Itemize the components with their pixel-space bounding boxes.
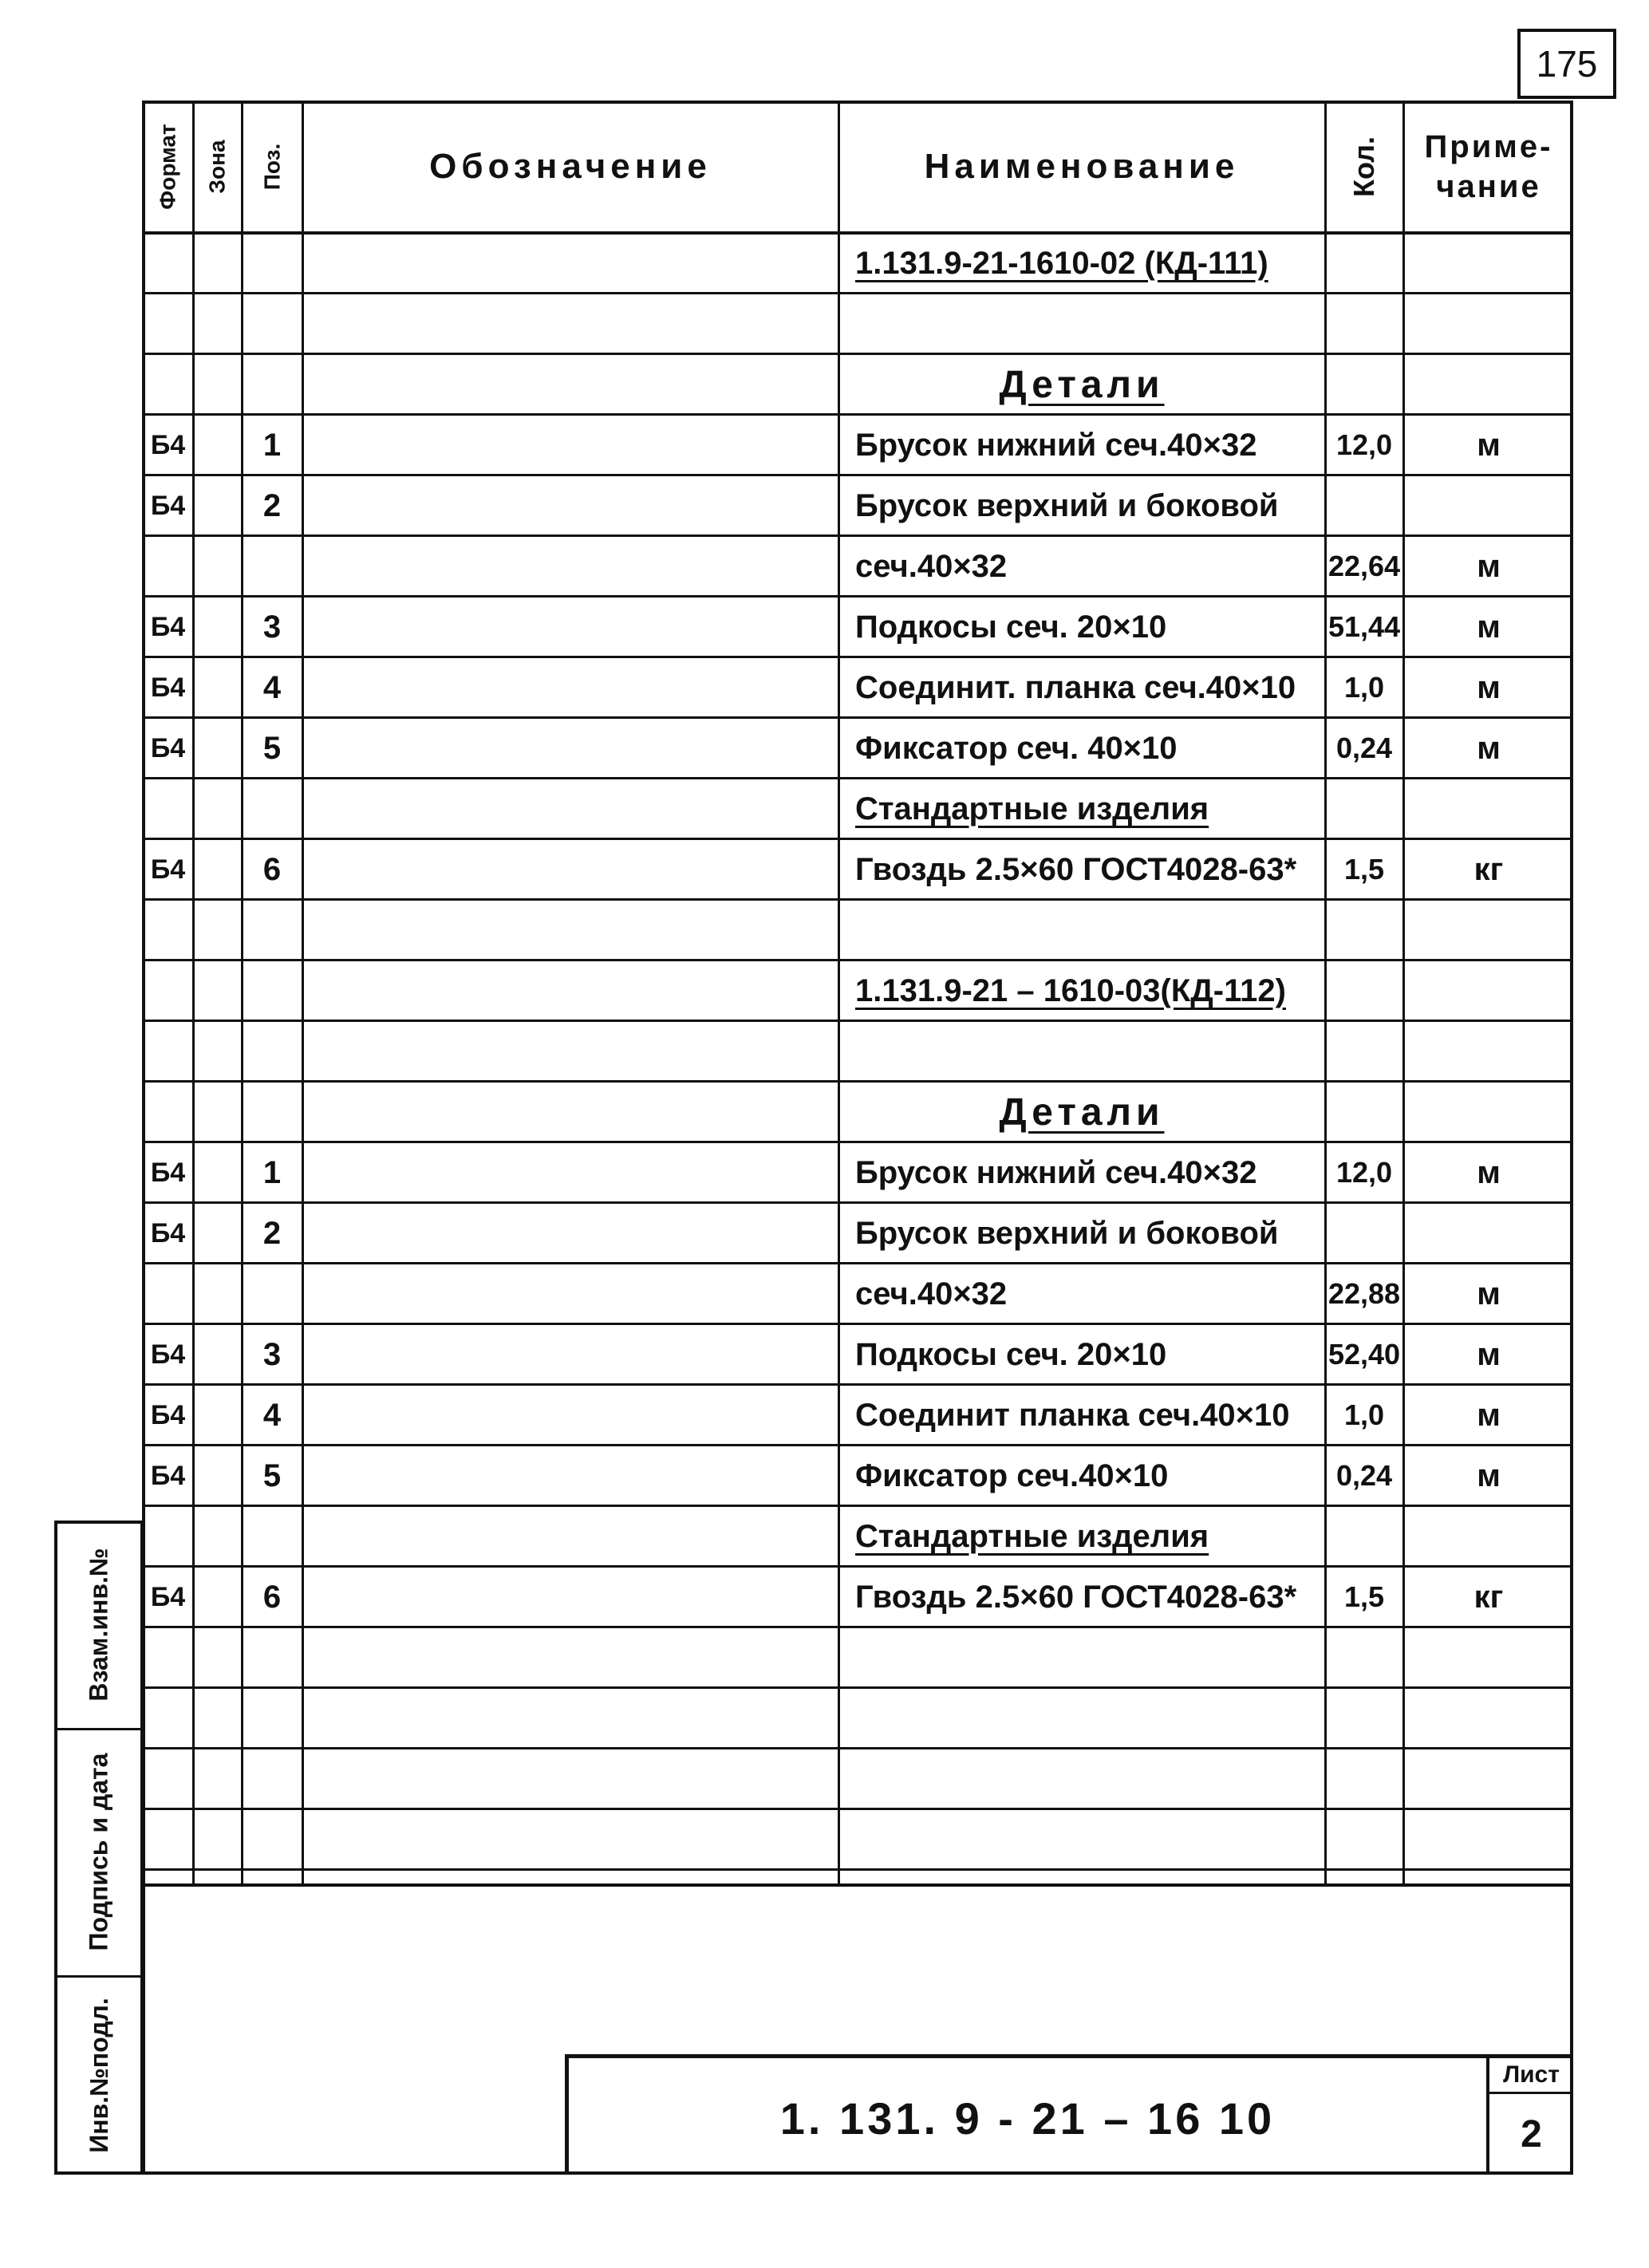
row-format-cell: Б4 xyxy=(150,1460,186,1491)
row-note-cell xyxy=(1404,1812,1573,1868)
row-qty-cell xyxy=(1326,1630,1402,1686)
row-line xyxy=(142,1505,1573,1507)
row-format-cell: Б4 xyxy=(150,1581,186,1612)
row-format-cell: Б4 xyxy=(150,490,186,521)
row-line xyxy=(142,1747,1573,1749)
row-name-cell xyxy=(839,902,1324,958)
row-name-cell: сеч.40×32 xyxy=(855,548,1008,584)
row-line xyxy=(142,777,1573,779)
row-line xyxy=(142,1323,1573,1325)
row-name-cell: 1.131.9-21 – 1610-03(КД-112) xyxy=(855,972,1286,1008)
row-qty-cell: 22,64 xyxy=(1327,550,1401,582)
side-label-inv-orig: Инв.№подл. xyxy=(84,1997,113,2153)
row-line xyxy=(142,1808,1573,1810)
row-note-cell xyxy=(1404,357,1573,412)
row-qty-cell xyxy=(1326,235,1402,291)
row-note-cell xyxy=(1404,902,1573,958)
row-pos-cell xyxy=(243,538,302,594)
row-name-cell xyxy=(839,1690,1324,1746)
row-line xyxy=(142,959,1573,961)
row-line xyxy=(142,1444,1573,1446)
row-format-cell xyxy=(144,235,192,291)
row-note-cell: м xyxy=(1477,548,1501,584)
row-pos-cell xyxy=(243,235,302,291)
row-pos-cell xyxy=(243,1630,302,1686)
row-line xyxy=(142,595,1573,598)
row-pos-cell xyxy=(243,1812,302,1868)
row-format-cell xyxy=(144,781,192,837)
row-pos-cell: 2 xyxy=(262,487,282,523)
row-line xyxy=(142,656,1573,658)
row-line xyxy=(142,898,1573,901)
row-format-cell: Б4 xyxy=(150,1339,186,1370)
row-name-cell: Соединит. планка сеч.40×10 xyxy=(855,669,1296,705)
row-format-cell xyxy=(144,1509,192,1564)
row-line xyxy=(142,292,1573,294)
row-note-cell: м xyxy=(1477,730,1501,766)
row-format-cell: Б4 xyxy=(150,1217,186,1248)
row-qty-cell xyxy=(1326,781,1402,837)
row-format-cell: Б4 xyxy=(150,429,186,460)
row-format-cell xyxy=(144,1024,192,1079)
row-format-cell xyxy=(144,1630,192,1686)
row-pos-cell xyxy=(243,781,302,837)
row-line xyxy=(142,1080,1573,1083)
sheet-label: Лист xyxy=(1489,2058,1573,2094)
row-name-cell xyxy=(839,1812,1324,1868)
row-pos-cell: 1 xyxy=(262,1154,282,1190)
row-name-cell xyxy=(839,296,1324,352)
header-format: Формат xyxy=(155,124,180,210)
row-note-cell xyxy=(1404,1509,1573,1564)
row-pos-cell xyxy=(243,1751,302,1807)
row-note-cell xyxy=(1404,1024,1573,1079)
row-line xyxy=(142,534,1573,537)
row-qty-cell xyxy=(1326,1690,1402,1746)
row-name-cell: Подкосы сеч. 20×10 xyxy=(855,609,1167,645)
row-name-cell: Фиксатор сеч. 40×10 xyxy=(855,730,1178,766)
row-name-cell: 1.131.9-21-1610-02 (КД-111) xyxy=(855,245,1268,281)
row-pos-cell: 3 xyxy=(262,1336,282,1372)
header-name: Наименование xyxy=(924,147,1240,186)
row-qty-cell xyxy=(1326,963,1402,1019)
row-qty-cell xyxy=(1326,1205,1402,1261)
row-line xyxy=(142,1686,1573,1689)
row-qty-cell: 1,0 xyxy=(1343,671,1385,704)
row-name-cell: сеч.40×32 xyxy=(855,1276,1008,1311)
row-name-cell xyxy=(839,1630,1324,1686)
header-designation: Обозначение xyxy=(429,147,712,186)
row-note-cell xyxy=(1404,478,1573,534)
row-format-cell: Б4 xyxy=(150,1157,186,1188)
row-pos-cell xyxy=(243,357,302,412)
row-format-cell: Б4 xyxy=(150,854,186,885)
row-line xyxy=(142,353,1573,355)
row-note-cell: м xyxy=(1477,669,1501,705)
row-name-cell: Соединит планка сеч.40×10 xyxy=(855,1397,1290,1433)
row-pos-cell xyxy=(243,1024,302,1079)
header-zone: Зона xyxy=(204,140,230,194)
row-name-cell: Фиксатор сеч.40×10 xyxy=(855,1457,1169,1493)
row-format-cell xyxy=(144,1266,192,1322)
col-divider xyxy=(302,101,304,1883)
document-number: 1. 131. 9 - 21 – 16 10 xyxy=(779,2092,1276,2144)
sheet-value: 2 xyxy=(1521,2113,1542,2156)
row-line xyxy=(142,1201,1573,1204)
row-qty-cell: 12,0 xyxy=(1335,428,1393,461)
row-format-cell xyxy=(144,902,192,958)
row-qty-cell: 51,44 xyxy=(1327,610,1401,643)
row-qty-cell: 1,5 xyxy=(1343,1580,1385,1613)
row-note-cell xyxy=(1404,1084,1573,1140)
row-format-cell xyxy=(144,1812,192,1868)
row-qty-cell: 1,5 xyxy=(1343,853,1385,886)
row-note-cell xyxy=(1404,1690,1573,1746)
row-name-cell: Гвоздь 2.5×60 ГОСТ4028-63* xyxy=(855,851,1297,887)
row-pos-cell: 2 xyxy=(262,1215,282,1251)
row-line xyxy=(142,1262,1573,1264)
row-pos-cell: 5 xyxy=(262,1457,282,1493)
row-note-cell: м xyxy=(1477,1154,1501,1190)
row-line xyxy=(142,1020,1573,1022)
row-pos-cell xyxy=(243,1084,302,1140)
row-name-cell xyxy=(839,1024,1324,1079)
row-note-cell xyxy=(1404,1751,1573,1807)
row-pos-cell xyxy=(243,963,302,1019)
row-qty-cell xyxy=(1326,296,1402,352)
row-name-cell: Детали xyxy=(999,1091,1165,1134)
row-qty-cell: 0,24 xyxy=(1335,1459,1393,1492)
row-note-cell xyxy=(1404,296,1573,352)
row-format-cell: Б4 xyxy=(150,1399,186,1430)
row-note-cell: м xyxy=(1477,1336,1501,1372)
row-qty-cell: 22,88 xyxy=(1327,1277,1401,1310)
col-divider xyxy=(192,101,195,1883)
row-note-cell: м xyxy=(1477,1457,1501,1493)
row-line xyxy=(142,474,1573,476)
row-pos-cell xyxy=(243,296,302,352)
side-label-sign-date: Подпись и дата xyxy=(84,1753,113,1950)
row-qty-cell: 12,0 xyxy=(1335,1156,1393,1189)
row-line xyxy=(142,1868,1573,1871)
row-format-cell xyxy=(144,1690,192,1746)
row-format-cell xyxy=(144,1751,192,1807)
row-note-cell: м xyxy=(1477,1397,1501,1433)
row-name-cell: Брусок нижний сеч.40×32 xyxy=(855,427,1257,463)
row-name-cell: Детали xyxy=(999,363,1165,406)
row-note-cell: кг xyxy=(1473,1579,1504,1615)
row-pos-cell xyxy=(243,1509,302,1564)
row-pos-cell: 4 xyxy=(262,669,282,705)
table-bottom-line xyxy=(142,1883,1573,1887)
side-label-replace-inv: Взам.инв.№ xyxy=(84,1547,113,1702)
row-qty-cell xyxy=(1326,1509,1402,1564)
row-qty-cell: 0,24 xyxy=(1335,732,1393,764)
row-qty-cell xyxy=(1326,1084,1402,1140)
row-pos-cell: 6 xyxy=(262,1579,282,1615)
row-format-cell xyxy=(144,296,192,352)
sheet-number: 175 xyxy=(1517,29,1616,99)
header-pos: Поз. xyxy=(259,143,284,191)
row-line xyxy=(142,1565,1573,1568)
row-name-cell: Брусок нижний сеч.40×32 xyxy=(855,1154,1257,1190)
row-note-cell xyxy=(1404,235,1573,291)
row-note-cell xyxy=(1404,781,1573,837)
row-name-cell: Подкосы сеч. 20×10 xyxy=(855,1336,1167,1372)
row-name-cell: Брусок верхний и боковой xyxy=(855,1215,1279,1251)
row-line xyxy=(142,1383,1573,1386)
row-qty-cell xyxy=(1326,902,1402,958)
row-qty-cell xyxy=(1326,1751,1402,1807)
row-name-cell: Стандартные изделия xyxy=(855,1518,1209,1554)
row-name-cell: Гвоздь 2.5×60 ГОСТ4028-63* xyxy=(855,1579,1297,1615)
row-pos-cell: 4 xyxy=(262,1397,282,1433)
row-qty-cell xyxy=(1326,357,1402,412)
row-format-cell xyxy=(144,357,192,412)
row-line xyxy=(142,413,1573,416)
row-format-cell: Б4 xyxy=(150,611,186,642)
row-note-cell: кг xyxy=(1473,851,1504,887)
row-format-cell: Б4 xyxy=(150,732,186,763)
row-qty-cell: 1,0 xyxy=(1343,1398,1385,1431)
header-qty: Кол. xyxy=(1347,136,1380,197)
row-line xyxy=(142,1141,1573,1143)
row-name-cell xyxy=(839,1751,1324,1807)
row-note-cell: м xyxy=(1477,609,1501,645)
row-format-cell xyxy=(144,1084,192,1140)
row-format-cell xyxy=(144,538,192,594)
row-pos-cell: 5 xyxy=(262,730,282,766)
row-note-cell xyxy=(1404,1630,1573,1686)
row-pos-cell: 1 xyxy=(262,427,282,463)
header-bottom-line xyxy=(142,231,1573,235)
row-qty-cell xyxy=(1326,478,1402,534)
row-format-cell: Б4 xyxy=(150,672,186,703)
row-qty-cell: 52,40 xyxy=(1327,1338,1401,1371)
row-note-cell: м xyxy=(1477,427,1501,463)
row-pos-cell: 6 xyxy=(262,851,282,887)
row-pos-cell xyxy=(243,1690,302,1746)
header-note: Приме- чание xyxy=(1424,129,1553,204)
row-pos-cell: 3 xyxy=(262,609,282,645)
row-qty-cell xyxy=(1326,1812,1402,1868)
row-note-cell xyxy=(1404,963,1573,1019)
row-qty-cell xyxy=(1326,1024,1402,1079)
row-line xyxy=(142,716,1573,719)
row-note-cell xyxy=(1404,1205,1573,1261)
row-format-cell xyxy=(144,963,192,1019)
row-pos-cell xyxy=(243,1266,302,1322)
row-pos-cell xyxy=(243,902,302,958)
row-line xyxy=(142,838,1573,840)
row-line xyxy=(142,1626,1573,1628)
row-name-cell: Стандартные изделия xyxy=(855,791,1209,826)
row-note-cell: м xyxy=(1477,1276,1501,1311)
row-name-cell: Брусок верхний и боковой xyxy=(855,487,1279,523)
